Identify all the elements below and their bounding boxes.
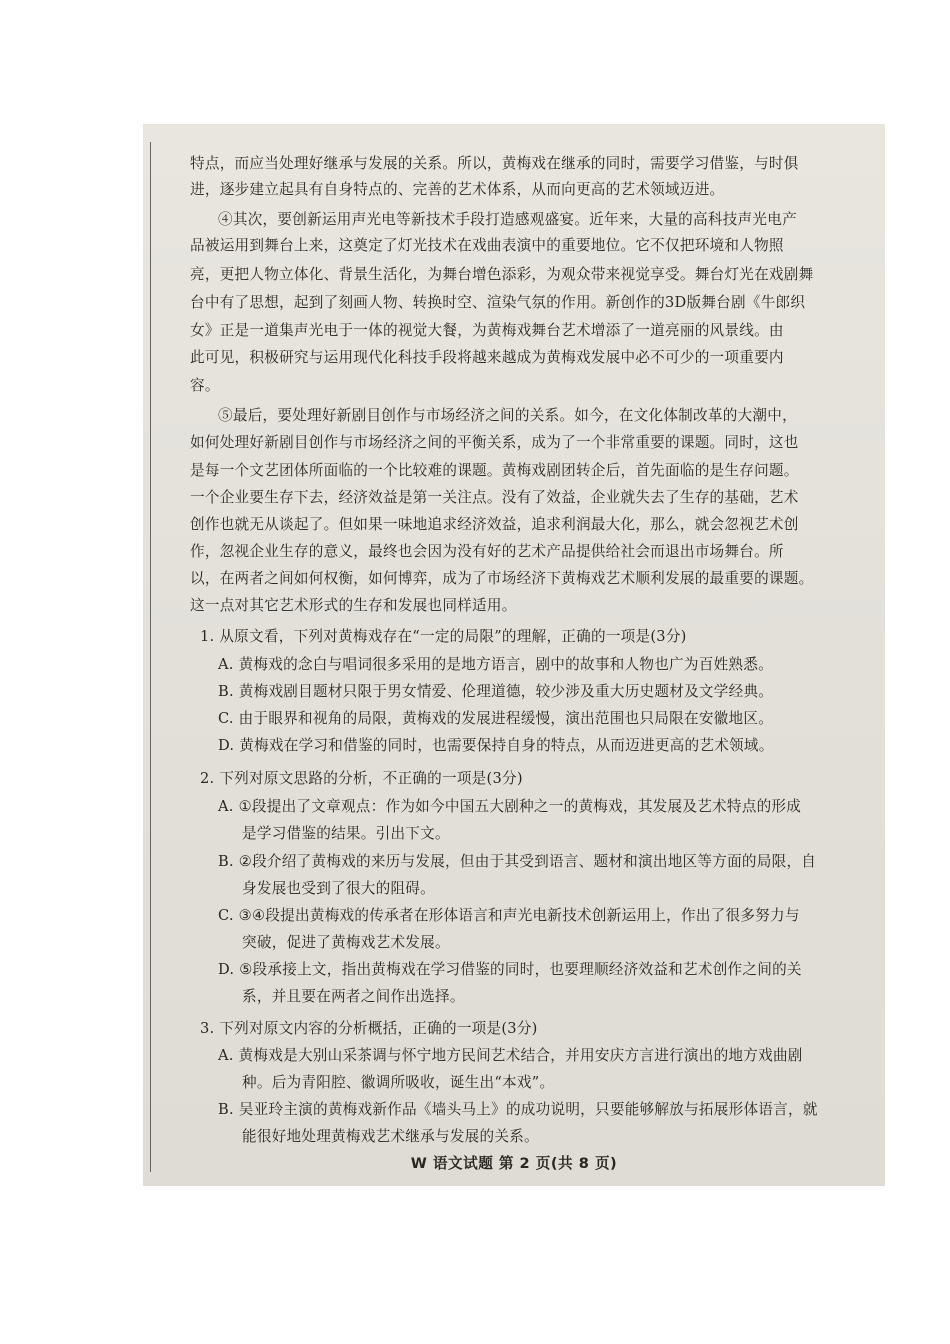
passage-line: 特点，而应当处理好继承与发展的关系。所以，黄梅戏在继承的同时，需要学习借鉴，与时俱 <box>190 155 799 172</box>
question-option: 系，并且要在两者之间作出选择。 <box>242 988 465 1005</box>
passage-line: 创作也就无从谈起了。但如果一味地追求经济效益，追求利润最大化，那么，就会忽视艺术创 <box>190 516 799 533</box>
passage-line: 容。 <box>190 377 220 394</box>
passage-line: 此可见，积极研究与运用现代化科技手段将越来越成为黄梅戏发展中必不可少的一项重要内 <box>190 349 784 366</box>
passage-line: 以，在两者之间如何权衡，如何博弈，成为了市场经济下黄梅戏艺术顺利发展的最重要的课题。 <box>190 570 814 587</box>
question-option: C. 由于眼界和视角的局限，黄梅戏的发展进程缓慢，演出范围也只局限在安徽地区。 <box>218 710 774 727</box>
question-option: D. 黄梅戏在学习和借鉴的同时，也需要保持自身的特点，从而迈进更高的艺术领域。 <box>218 737 774 754</box>
passage-line: 女》正是一道集声光电于一体的视觉大餐，为黄梅戏舞台艺术增添了一道亮丽的风景线。由 <box>190 322 784 339</box>
passage-line: 这一点对其它艺术形式的生存和发展也同样适用。 <box>190 597 517 614</box>
question-option: 是学习借鉴的结果。引出下文。 <box>242 825 450 842</box>
passage-line: 品被运用到舞台上来，这奠定了灯光技术在戏曲表演中的重要地位。它不仅把环境和人物照 <box>190 237 784 254</box>
question-option: D. ⑤段承接上文，指出黄梅戏在学习借鉴的同时，也要理顺经济效益和艺术创作之间的关 <box>218 961 802 978</box>
page-footer: W 语文试题 第 2 页(共 8 页) <box>410 1155 618 1172</box>
question-option: B. 黄梅戏剧目题材只限于男女情爱、伦理道德，较少涉及重大历史题材及文学经典。 <box>218 683 774 700</box>
passage-line: 如何处理好新剧目创作与市场经济之间的平衡关系，成为了一个非常重要的课题。同时，这也 <box>190 434 799 451</box>
passage-line: 是每一个文艺团体所面临的一个比较难的课题。黄梅戏剧团转企后，首先面临的是生存问题。 <box>190 462 799 479</box>
passage-line: ④其次，要创新运用声光电等新技术手段打造感观盛宴。近年来，大量的高科技声光电产 <box>218 211 797 228</box>
question-option: 突破，促进了黄梅戏艺术发展。 <box>242 934 450 951</box>
question-option: A. 黄梅戏是大别山采茶调与怀宁地方民间艺术结合，并用安庆方言进行演出的地方戏曲剧 <box>218 1047 803 1064</box>
passage-line: 一个企业要生存下去，经济效益是第一关注点。没有了效益，企业就失去了生存的基础，艺术 <box>190 489 799 506</box>
question-stem: 1. 从原文看，下列对黄梅戏存在“一定的局限”的理解，正确的一项是(3分) <box>200 628 687 645</box>
question-option: A. ①段提出了文章观点：作为如今中国五大剧种之一的黄梅戏，其发展及艺术特点的形成 <box>218 798 802 815</box>
passage-line: ⑤最后，要处理好新剧目创作与市场经济之间的关系。如今，在文化体制改革的大潮中， <box>218 407 797 424</box>
question-stem: 2. 下列对原文思路的分析，不正确的一项是(3分) <box>200 770 523 787</box>
margin-line <box>150 142 151 1172</box>
question-option: B. ②段介绍了黄梅戏的来历与发展，但由于其受到语言、题材和演出地区等方面的局限，自 <box>218 853 817 870</box>
passage-line: 进，逐步建立起具有自身特点的、完善的艺术体系，从而向更高的艺术领域迈进。 <box>190 181 725 198</box>
question-option: B. 吴亚玲主演的黄梅戏新作品《墙头马上》的成功说明，只要能够解放与拓展形体语言，就 <box>218 1101 818 1118</box>
question-option: C. ③④段提出黄梅戏的传承者在形体语言和声光电新技术创新运用上，作出了很多努力与 <box>218 907 800 924</box>
question-stem: 3. 下列对原文内容的分析概括，正确的一项是(3分) <box>200 1020 538 1037</box>
passage-line: 台中有了思想，起到了刻画人物、转换时空、渲染气氛的作用。新创作的3D版舞台剧《牛郎织 <box>190 294 806 311</box>
question-option: 身发展也受到了很大的阻碍。 <box>242 880 435 897</box>
question-option: A. 黄梅戏的念白与唱词很多采用的是地方语言，剧中的故事和人物也广为百姓熟悉。 <box>218 656 773 673</box>
passage-line: 作，忽视企业生存的意义，最终也会因为没有好的艺术产品提供给社会而退出市场舞台。所 <box>190 543 784 560</box>
passage-line: 亮，更把人物立体化、背景生活化，为舞台增色添彩，为观众带来视觉享受。舞台灯光在戏剧舞 <box>190 266 814 283</box>
question-option: 种。后为青阳腔、徽调所吸收，诞生出“本戏”。 <box>242 1074 555 1091</box>
question-option: 能很好地处理黄梅戏艺术继承与发展的关系。 <box>242 1128 539 1145</box>
